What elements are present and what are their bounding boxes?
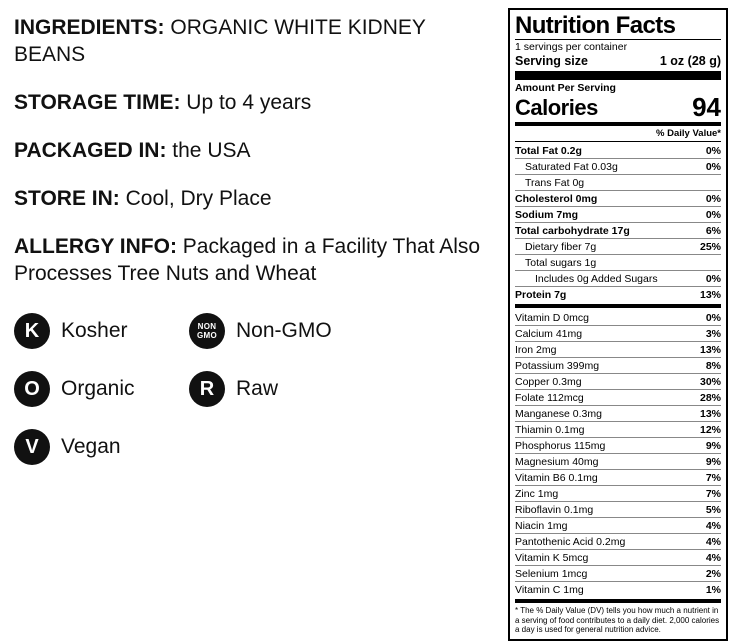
nutrient-name: Copper 0.3mg — [515, 375, 582, 388]
nutrient-row — [515, 470, 721, 485]
calories-label: Calories — [515, 95, 598, 120]
nutrient-dv: 6% — [705, 224, 721, 237]
badge-label-raw: Raw — [236, 377, 279, 400]
nutrient-dv: 0% — [705, 311, 721, 324]
nutrient-row — [515, 454, 721, 469]
nutrient-name: Protein 7g — [515, 288, 567, 301]
organic-icon: O — [14, 371, 50, 407]
vegan-icon: V — [14, 429, 50, 465]
divider-serving — [515, 71, 721, 80]
nutrient-row — [515, 207, 721, 222]
info-value-allergy-info: Packaged in a Facility That Also Processes Tree Nuts and Wheat — [14, 235, 481, 285]
nutrient-row — [515, 486, 721, 501]
nutrient-name: Manganese 0.3mg — [515, 407, 602, 420]
nutrient-dv: 0% — [705, 208, 721, 221]
nutrition-facts-title: Nutrition Facts — [515, 12, 676, 39]
divider-dv-head — [515, 141, 721, 142]
nutrient-name: Niacin 1mg — [515, 519, 568, 532]
nutrient-name: Pantothenic Acid 0.2mg — [515, 535, 626, 548]
nutrient-row — [515, 550, 721, 565]
nutrient-row — [515, 287, 721, 302]
info-value-ingredients: ORGANIC WHITE KIDNEY BEANS — [14, 16, 426, 66]
daily-value-header: % Daily Value* — [656, 128, 721, 139]
info-line-storage-time — [14, 89, 488, 116]
nutrient-dv: 5% — [705, 503, 721, 516]
info-line-packaged-in — [14, 137, 488, 164]
nutrient-dv: 0% — [705, 272, 721, 285]
certification-badges — [14, 313, 488, 465]
nutrient-row — [515, 223, 721, 238]
nutrient-row — [515, 159, 721, 174]
nutrient-row — [515, 358, 721, 373]
nutrient-row — [515, 502, 721, 517]
nutrition-facts-box — [508, 8, 728, 641]
nutrient-dv: 2% — [705, 567, 721, 580]
nutrient-row — [515, 518, 721, 533]
info-label-store-in: STORE IN: — [14, 187, 120, 210]
nutrient-row — [515, 390, 721, 405]
divider-micros — [515, 304, 721, 308]
badge-kosher — [14, 313, 189, 349]
info-value-store-in: Cool, Dry Place — [125, 187, 272, 210]
badge-label-non-gmo: Non-GMO — [236, 319, 332, 342]
calories-value: 94 — [692, 92, 721, 122]
nutrient-row — [515, 566, 721, 581]
nutrient-dv: 25% — [699, 240, 721, 253]
badge-label-vegan: Vegan — [61, 435, 121, 458]
badge-row-2 — [14, 371, 488, 407]
nutrient-name: Phosphorus 115mg — [515, 439, 606, 452]
divider-footnote — [515, 599, 721, 603]
amount-per-serving-label: Amount Per Serving — [515, 82, 616, 94]
nutrient-dv: 13% — [699, 343, 721, 356]
daily-value-footnote: * The % Daily Value (DV) tells you how much a nutrient in a serving of food contributes to a daily diet. 2,000 calories a day is used for general nutrition advice. — [515, 606, 720, 634]
nutrient-name: Thiamin 0.1mg — [515, 423, 585, 436]
info-value-packaged-in: the USA — [172, 139, 251, 162]
nutrient-row — [515, 582, 721, 597]
nutrient-row — [515, 534, 721, 549]
nutrient-name: Includes 0g Added Sugars — [535, 272, 658, 285]
raw-icon: R — [189, 371, 225, 407]
nutrient-dv: 3% — [705, 327, 721, 340]
nutrient-dv: 9% — [705, 439, 721, 452]
info-label-allergy-info: ALLERGY INFO: — [14, 235, 177, 258]
nutrient-row — [515, 255, 721, 270]
info-value-storage-time: Up to 4 years — [186, 91, 312, 114]
nutrient-name: Vitamin C 1mg — [515, 583, 584, 596]
serving-size-value: 1 oz (28 g) — [659, 54, 721, 68]
badge-row-1 — [14, 313, 488, 349]
divider-title — [515, 39, 721, 40]
badge-label-organic: Organic — [61, 377, 135, 400]
info-line-allergy-info — [14, 233, 488, 287]
badge-non-gmo — [189, 313, 332, 349]
info-label-storage-time: STORAGE TIME: — [14, 91, 181, 114]
badge-row-3 — [14, 429, 488, 465]
nutrient-name: Vitamin K 5mcg — [515, 551, 589, 564]
nutrient-dv: 12% — [699, 423, 721, 436]
nutrient-name: Calcium 41mg — [515, 327, 583, 340]
nutrient-dv: 0% — [705, 160, 721, 173]
nutrient-dv: 8% — [705, 359, 721, 372]
divider-calories — [515, 122, 721, 126]
nutrient-dv: 1% — [705, 583, 721, 596]
nutrient-row — [515, 191, 721, 206]
nutrient-dv: 30% — [699, 375, 721, 388]
servings-per-container: 1 servings per container — [515, 41, 628, 53]
nutrient-name: Zinc 1mg — [515, 487, 559, 500]
nutrient-dv: 0% — [705, 192, 721, 205]
info-label-packaged-in: PACKAGED IN: — [14, 139, 167, 162]
nutrient-name: Selenium 1mcg — [515, 567, 588, 580]
serving-size-label: Serving size — [515, 54, 588, 68]
nutrient-name: Total sugars 1g — [525, 256, 597, 269]
nutrient-name: Vitamin D 0mcg — [515, 311, 589, 324]
nutrient-dv: 4% — [705, 551, 721, 564]
info-line-store-in — [14, 185, 488, 212]
nutrient-name: Magnesium 40mg — [515, 455, 599, 468]
info-label-ingredients: INGREDIENTS: — [14, 16, 165, 39]
nutrient-dv: 9% — [705, 455, 721, 468]
nutrient-dv: 4% — [705, 519, 721, 532]
nutrient-name: Total carbohydrate 17g — [515, 224, 630, 237]
badge-raw — [189, 371, 278, 407]
info-line-ingredients — [14, 14, 488, 68]
nutrient-name: Iron 2mg — [515, 343, 557, 356]
nutrient-row — [515, 239, 721, 254]
nutrient-name: Potassium 399mg — [515, 359, 600, 372]
nutrient-row — [515, 310, 721, 325]
badge-label-kosher: Kosher — [61, 319, 128, 342]
badge-vegan — [14, 429, 189, 465]
nutrient-row — [515, 271, 721, 286]
serving-size-row — [515, 54, 721, 69]
nutrient-row — [515, 406, 721, 421]
nutrient-row — [515, 342, 721, 357]
nutrient-dv: 13% — [699, 407, 721, 420]
nutrient-name: Riboflavin 0.1mg — [515, 503, 594, 516]
nutrient-dv: 4% — [705, 535, 721, 548]
nutrient-name: Cholesterol 0mg — [515, 192, 598, 205]
nutrient-name: Trans Fat 0g — [525, 176, 585, 189]
nutrient-name: Dietary fiber 7g — [525, 240, 597, 253]
nutrient-name: Sodium 7mg — [515, 208, 579, 221]
nutrient-row — [515, 438, 721, 453]
nutrient-row — [515, 143, 721, 158]
nutrition-facts-panel — [508, 8, 728, 641]
nutrient-dv: 0% — [705, 144, 721, 157]
nutrient-row — [515, 175, 721, 190]
nutrient-name: Vitamin B6 0.1mg — [515, 471, 598, 484]
non-gmo-icon: NON GMO — [189, 313, 225, 349]
nutrient-name: Folate 112mcg — [515, 391, 584, 404]
nutrient-dv: 28% — [699, 391, 721, 404]
nutrient-dv: 13% — [699, 288, 721, 301]
calories-row — [515, 94, 721, 120]
nutrient-row — [515, 326, 721, 341]
nutrient-name: Saturated Fat 0.03g — [525, 160, 618, 173]
nutrient-row — [515, 422, 721, 437]
nutrient-name: Total Fat 0.2g — [515, 144, 582, 157]
nutrient-dv: 7% — [705, 487, 721, 500]
kosher-icon: K — [14, 313, 50, 349]
nutrient-dv: 7% — [705, 471, 721, 484]
badge-organic — [14, 371, 189, 407]
nutrient-row — [515, 374, 721, 389]
